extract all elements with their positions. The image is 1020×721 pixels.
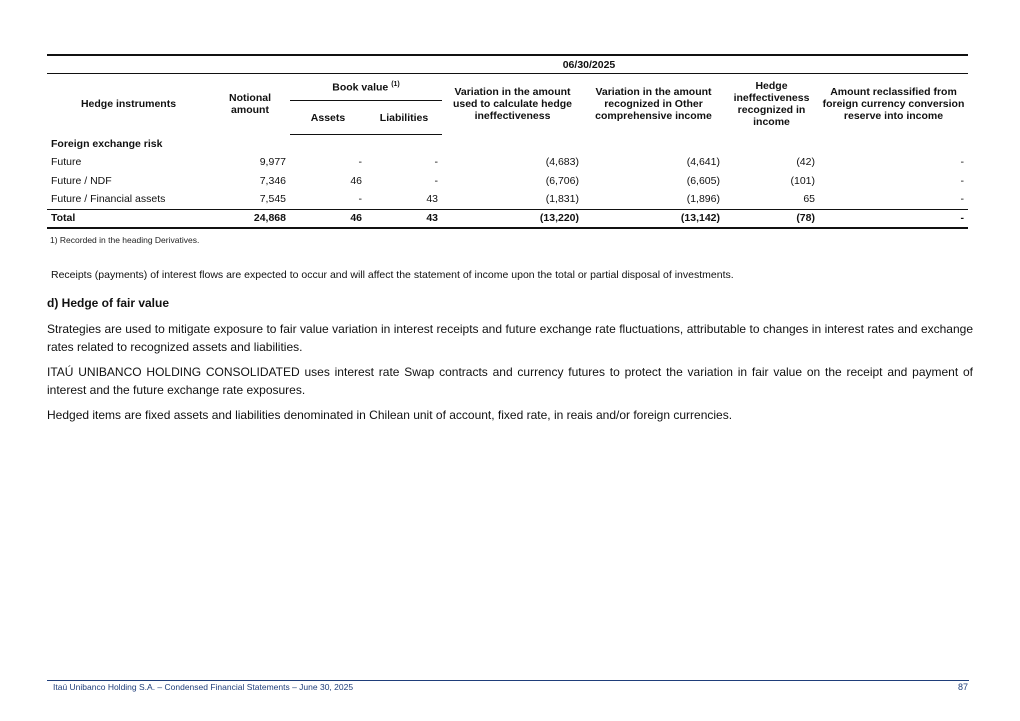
col-header-hedge-instruments: Hedge instruments	[80, 98, 177, 111]
total-variation-oci: (13,142)	[583, 209, 724, 228]
cell-ineffectiveness: (101)	[790, 174, 815, 187]
section-heading: d) Hedge of fair value	[47, 296, 170, 310]
cell-assets: 46	[350, 174, 362, 187]
cell-assets: -	[358, 193, 362, 206]
row-label: Future / Financial assets	[51, 193, 166, 206]
col-header-liabilities: Liabilities	[366, 101, 442, 135]
paragraph: ITAÚ UNIBANCO HOLDING CONSOLIDATED uses interest rate Swap contracts and currency futures to protect the variation in fair value on the receipt and payment of interest and the future exchange rate exposures.	[47, 365, 973, 397]
cell-liabilities: 43	[426, 193, 438, 206]
cell-reclassified: -	[960, 193, 964, 206]
cell-variation-oci: (1,896)	[686, 193, 720, 206]
hedge-instruments-table	[47, 54, 968, 229]
col-header-book-value: Book value $^{(1)}$	[290, 74, 442, 101]
cell-liabilities: -	[434, 174, 438, 187]
table-row	[47, 190, 968, 209]
total-variation-calc: (13,220)	[442, 209, 583, 228]
col-header-hedge-ineffectiveness: Hedge ineffectiveness recognized in income	[733, 80, 810, 129]
footnote-ref: (1)	[391, 80, 400, 88]
cell-reclassified: -	[960, 174, 964, 187]
interest-flows-note: Receipts (payments) of interest flows are expected to occur and will affect the statement of income upon the total or partial disposal of investments.	[51, 269, 734, 281]
col-header-assets: Assets	[290, 101, 366, 135]
header-spacer	[47, 55, 210, 74]
footer-title: Itaú Unibanco Holding S.A. – Condensed Financial Statements – June 30, 2025	[53, 682, 354, 692]
table-date: 06/30/2025	[210, 55, 968, 74]
page-number: 87	[957, 682, 968, 692]
total-reclassified: -	[819, 209, 968, 228]
cell-ineffectiveness: (42)	[796, 156, 815, 169]
cell-variation-calc: (1,831)	[545, 193, 579, 206]
section-label: Foreign exchange risk	[51, 138, 163, 150]
cell-ineffectiveness: 65	[803, 193, 815, 206]
paragraph: Strategies are used to mitigate exposure to fair value variation in interest receipts and future exchange rate fluctuations, attributable to changes in interest rates and exchange rates related to recognized assets and liabilities.	[47, 322, 973, 354]
cell-variation-calc: (6,706)	[545, 174, 579, 187]
cell-reclassified: -	[960, 156, 964, 169]
cell-variation-oci: (6,605)	[686, 174, 720, 187]
table-row	[47, 153, 968, 172]
total-notional: 24,868	[210, 209, 290, 228]
col-header-variation-calc: Variation in the amount used to calculate hedge ineffectiveness	[452, 86, 573, 123]
table-row	[47, 172, 968, 191]
total-assets: 46	[290, 209, 366, 228]
cell-liabilities: -	[434, 156, 438, 169]
col-header-notional: Notional amount	[229, 92, 271, 117]
row-label: Future	[51, 156, 82, 169]
total-ineffectiveness: (78)	[724, 209, 819, 228]
cell-variation-calc: (4,683)	[545, 156, 579, 169]
cell-variation-oci: (4,641)	[686, 156, 720, 169]
col-header-variation-oci: Variation in the amount recognized in Other comprehensive income	[595, 86, 712, 123]
row-label: Future / NDF	[51, 174, 112, 187]
cell-assets: -	[358, 156, 362, 169]
paragraph: Hedged items are fixed assets and liabilities denominated in Chilean unit of account, fixed rate, in reais and/or foreign currencies.	[47, 408, 733, 422]
total-liabilities: 43	[366, 209, 442, 228]
footer-divider	[47, 680, 969, 681]
cell-notional: 7,346	[259, 174, 286, 187]
col-header-reclassified: Amount reclassified from foreign currency conversion reserve into income	[822, 86, 965, 123]
table-footnote: 1) Recorded in the heading Derivatives.	[50, 235, 200, 245]
total-label: Total	[47, 209, 210, 228]
cell-notional: 7,545	[259, 193, 286, 206]
cell-notional: 9,977	[259, 156, 286, 169]
total-row	[47, 209, 968, 228]
